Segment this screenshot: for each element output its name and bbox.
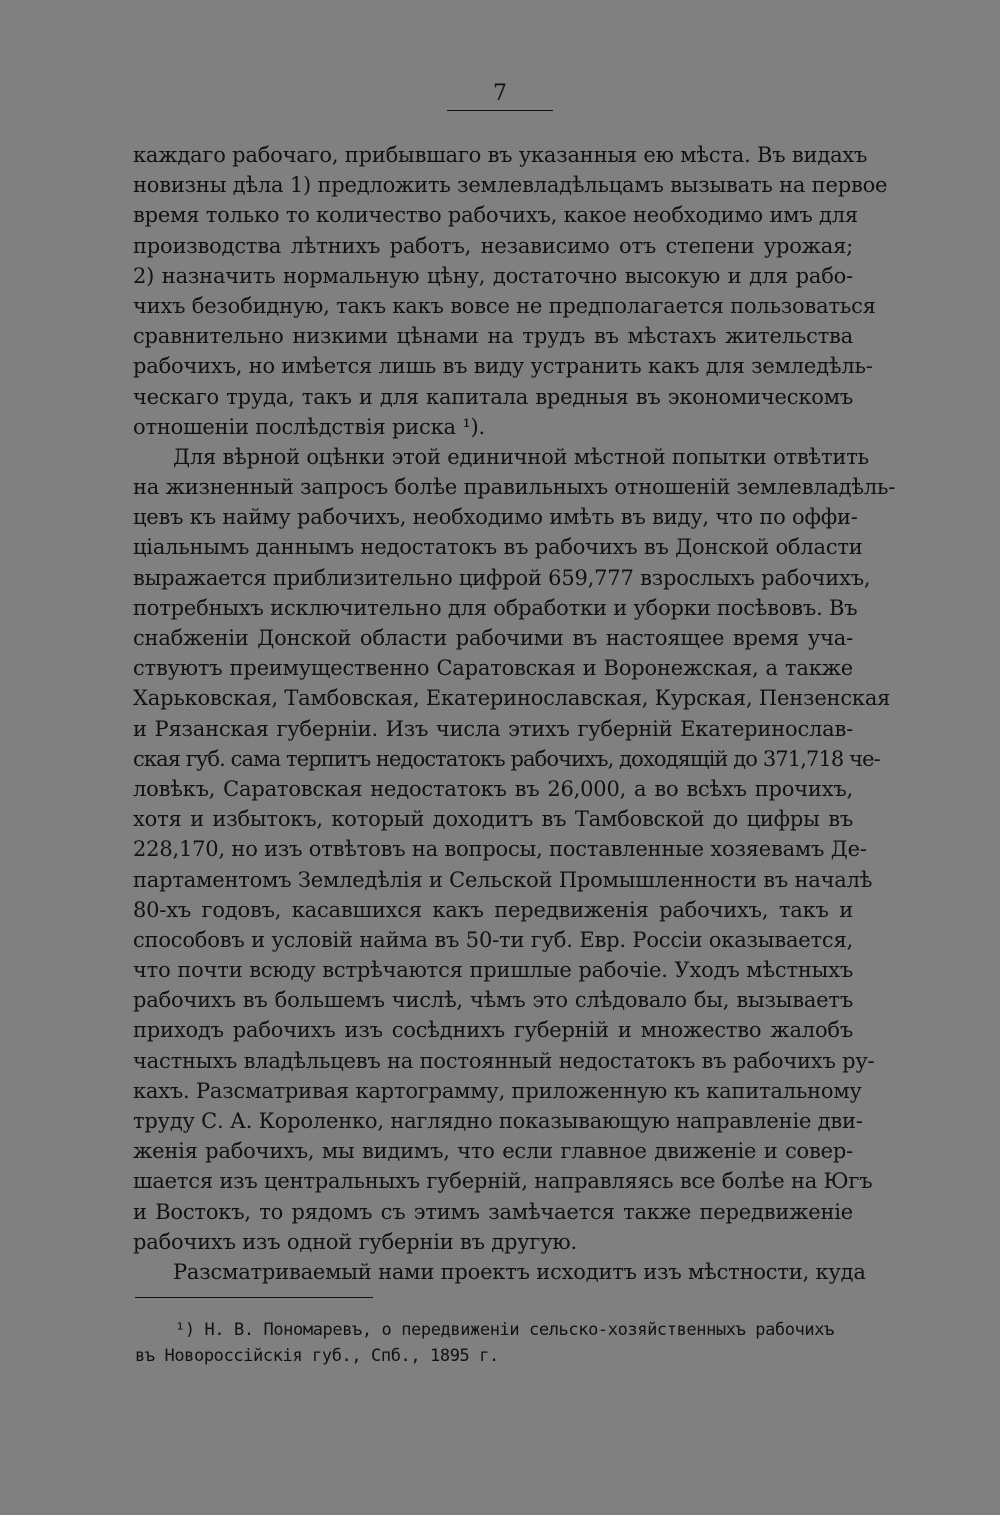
paragraph-1 [133,140,888,442]
text-line: ствуютъ преимущественно Саратовская и Воронежская, а также [133,656,853,681]
text-line: сравнительно низкими цѣнами на трудъ въ мѣстахъ жительства [133,324,853,349]
text-line: женія рабочихъ, мы видимъ, что если главное движеніе и совер- [133,1139,853,1164]
text-line: потребныхъ исключительно для обработки и уборки посѣвовъ. Въ [133,595,858,620]
footnote-divider [135,1297,373,1298]
text-line: снабженіи Донской области рабочими въ настоящее время уча- [133,626,853,650]
footnote [135,1317,855,1369]
text-line: время только то количество рабочихъ, какое необходимо имъ для [133,203,858,228]
footnote-line: ¹) Н. В. Пономаревъ, о передвиженіи сельско-хозяйственныхъ рабочихъ [175,1320,834,1340]
text-line: партаментомъ Земледѣлія и Сельской Промышленности въ началѣ [133,867,873,892]
text-line: хотя и избытокъ, который доходитъ въ Тамбовской до цифры въ [133,807,853,832]
text-line: 80-хъ годовъ, касавшихся какъ передвиженія рабочихъ, такъ и [133,897,853,922]
page-number: 7 [447,80,553,111]
text-line: каждаго рабочаго, прибывшаго въ указанныя ею мѣста. Въ видахъ [133,143,868,167]
text-line: цевъ къ найму рабочихъ, необходимо имѣть въ виду, что по оффи- [133,505,858,530]
footnote-line: въ Новороссійскія губ., Спб., 1895 г. [135,1346,499,1366]
text-line: отношеніи послѣдствія риска ¹). [133,414,486,439]
text-line: Разсматриваемый нами проектъ исходитъ изъ мѣстности, куда [173,1259,866,1284]
text-line: производства лѣтнихъ работъ, независимо отъ степени урожая; [133,233,853,258]
text-line: что почти всюду встрѣчаются пришлые рабочіе. Уходъ мѣстныхъ [133,958,853,983]
text-line: Для вѣрной оцѣнки этой единичной мѣстной попытки отвѣтить [173,444,869,469]
text-line: Харьковская, Тамбовская, Екатеринославская, Курская, Пензенская [133,686,891,711]
text-line: выражается приблизительно цифрой 659,777 взрослыхъ рабочихъ, [133,565,871,590]
text-line: чихъ безобидную, такъ какъ вовсе не предполагается пользоваться [133,293,876,318]
text-line: ловѣкъ, Саратовская недостатокъ въ 26,000, а во всѣхъ прочихъ, [133,776,853,801]
text-line: 228,170, но изъ отвѣтовъ на вопросы, поставленные хозяевамъ Де- [133,837,867,862]
text-line: новизны дѣла 1) предложить землевладѣльцамъ вызывать на первое [133,173,888,198]
text-line: кахъ. Разсматривая картограмму, приложенную къ капитальному [133,1078,862,1103]
text-line: способовъ и условій найма въ 50-ти губ. Евр. Россіи оказывается, [133,927,853,952]
text-line: рабочихъ, но имѣется лишь въ виду устранить какъ для земледѣль- [133,354,873,379]
text-line: приходъ рабочихъ изъ сосѣднихъ губерній и множество жалобъ [133,1018,853,1043]
text-line: и Востокъ, то рядомъ съ этимъ замѣчается также передвиженіе [133,1199,853,1224]
text-line: на жизненный запросъ болѣе правильныхъ отношеній землевладѣль- [133,475,896,500]
paragraph-2 [133,442,896,1257]
text-line: рабочихъ въ большемъ числѣ, чѣмъ это слѣдовало бы, вызываетъ [133,988,853,1013]
text-line: рабочихъ изъ одной губерніи въ другую. [133,1229,577,1254]
body-text [133,140,896,1287]
text-line: ская губ. сама терпитъ недостатокъ рабочихъ, доходящій до 371,718 че- [133,746,880,771]
text-line: и Рязанская губерніи. Изъ числа этихъ губерній Екатеринослав- [133,716,853,741]
text-line: ческаго труда, такъ и для капитала вредныя въ экономическомъ [133,384,853,409]
text-line: труду С. А. Короленко, наглядно показывающую направленіе дви- [133,1109,863,1133]
text-line: частныхъ владѣльцевъ на постоянный недостатокъ въ рабочихъ ру- [133,1048,875,1073]
text-line: шается изъ центральныхъ губерній, направляясь все болѣе на Югъ [133,1169,873,1194]
paragraph-3 [133,1257,866,1287]
text-line: ціальнымъ даннымъ недостатокъ въ рабочихъ въ Донской области [133,535,863,560]
text-line: 2) назначить нормальную цѣну, достаточно высокую и для рабо- [133,263,853,288]
